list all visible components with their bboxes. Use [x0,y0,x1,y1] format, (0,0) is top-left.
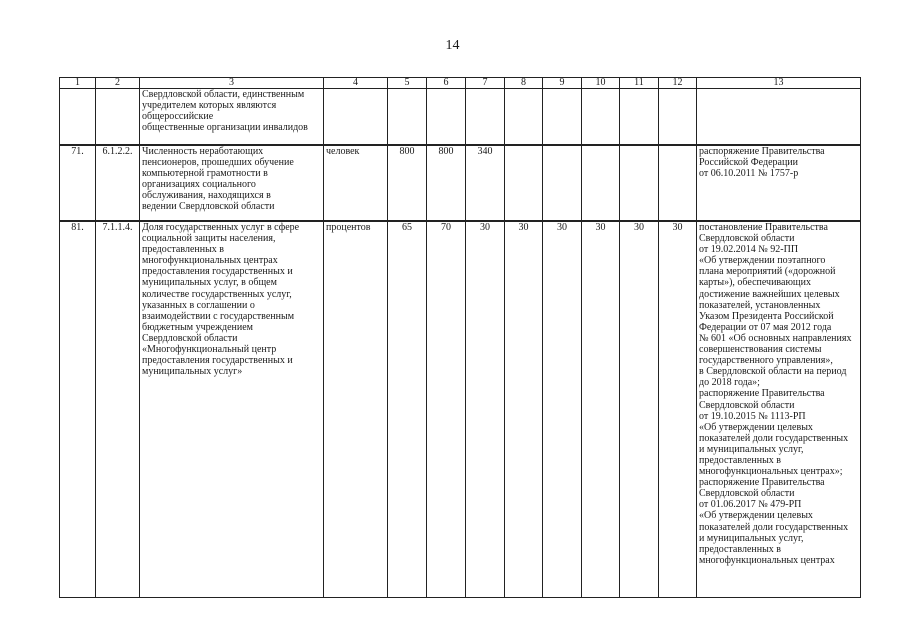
header-cell: 9 [543,78,582,89]
header-cell: 6 [427,78,466,89]
row-number-cell: 81. [60,221,96,598]
row-number-cell [60,89,96,146]
unit-cell [324,89,388,146]
page-number: 14 [445,38,460,53]
source-cell: постановление Правительства Свердловской области от 19.02.2014 № 92-ПП «Об утверждении поэтапного плана мероприятий («дорожной карты»), обеспечивающих достижение важнейших целевых показателей, установленных Указом Президента Российской Федерации от 07 мая 2012 года № 601 «Об основных направлениях совершенствования системы государственного управления», в Свердловской области на период до 2018 года»; распоряжение Правительства Свердловской области от 19.10.2015 № 1113-РП «Об утверждении целевых показателей доли государственных и муниципальных услуг, предоставленных в многофункциональных центрах»; распоряжение Правительства Свердловской области от 01.06.2017 № 479-РП «Об утверждении целевых показателей доли государственных и муниципальных услуг, предоставленных в многофункциональных центрах [697,221,861,598]
header-cell: 11 [620,78,659,89]
value-cell: 800 [388,145,427,221]
header-cell: 13 [697,78,861,89]
value-cell [427,89,466,146]
value-cell [388,89,427,146]
code-cell [96,89,140,146]
source-cell: распоряжение Правительства Российской Федерации от 06.10.2011 № 1757-р [697,145,861,221]
indicator-cell: Доля государственных услуг в сфере социальной защиты населения, предоставленных в многофункциональных центрах предоставления государственных и муниципальных услуг, в общем количестве государственных услуг, указанных в соглашении о взаимодействии с государственным бюджетным учреждением Свердловской области «Многофункциональный центр предоставления государственных и муниципальных услуг» [140,221,324,598]
value-cell: 30 [505,221,543,598]
unit-cell: человек [324,145,388,221]
value-cell [505,145,543,221]
value-cell [582,145,620,221]
value-cell [543,89,582,146]
value-cell [466,89,505,146]
value-cell: 800 [427,145,466,221]
header-cell: 2 [96,78,140,89]
table-row [60,89,861,146]
value-cell [620,145,659,221]
value-cell [620,89,659,146]
header-cell: 5 [388,78,427,89]
header-cell: 7 [466,78,505,89]
value-cell [543,145,582,221]
table-row [60,221,861,598]
unit-cell: процентов [324,221,388,598]
value-cell: 30 [659,221,697,598]
indicator-cell: Численность неработающих пенсионеров, прошедших обучение компьютерной грамотности в организациях социального обслуживания, находящихся в ведении Свердловской области [140,145,324,221]
value-cell [659,89,697,146]
indicators-table [59,77,861,598]
value-cell: 65 [388,221,427,598]
header-cell: 4 [324,78,388,89]
indicator-cell: Свердловской области, единственным учредителем которых являются общероссийские общественные организации инвалидов [140,89,324,146]
code-cell: 6.1.2.2. [96,145,140,221]
value-cell: 70 [427,221,466,598]
value-cell: 30 [543,221,582,598]
code-cell: 7.1.1.4. [96,221,140,598]
row-number-cell: 71. [60,145,96,221]
value-cell: 30 [582,221,620,598]
value-cell [659,145,697,221]
value-cell: 30 [620,221,659,598]
header-cell: 1 [60,78,96,89]
value-cell [582,89,620,146]
table-row [60,145,861,221]
header-cell: 12 [659,78,697,89]
value-cell [505,89,543,146]
header-cell: 8 [505,78,543,89]
header-cell: 10 [582,78,620,89]
value-cell: 30 [466,221,505,598]
source-cell [697,89,861,146]
value-cell: 340 [466,145,505,221]
table-header-row [60,78,861,89]
header-cell: 3 [140,78,324,89]
